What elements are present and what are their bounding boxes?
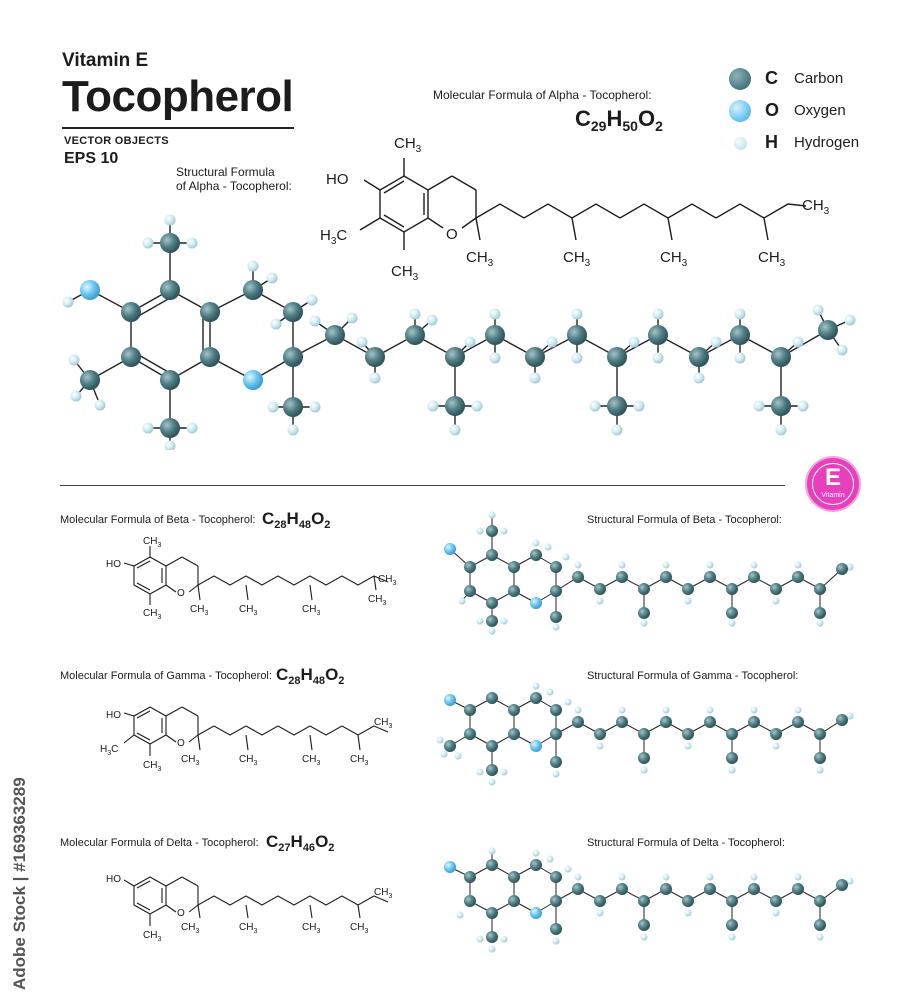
alpha-molecular-label: Molecular Formula of Alpha - Tocopherol:	[433, 88, 652, 102]
formula-h: H	[290, 832, 303, 851]
formula-o-count: 2	[338, 675, 345, 687]
ch3-label: $CH_3$	[302, 604, 321, 617]
gamma-molecular-label: Molecular Formula of Gamma - Tocopherol:	[60, 670, 272, 682]
formula-c-count: 27	[278, 842, 291, 854]
ch3-label: $CH_3$	[374, 717, 393, 730]
h3c-label: $H_3C$	[320, 227, 348, 247]
ho-label: HO	[106, 559, 121, 570]
formula-o-count: 2	[655, 118, 663, 134]
legend-name: Carbon	[794, 70, 844, 87]
ch3-label: $CH_3$	[302, 754, 321, 767]
formula-o: O	[325, 665, 339, 684]
ch3-label: $CH_3$	[143, 608, 162, 621]
vector-objects-label: VECTOR OBJECTS	[64, 135, 169, 147]
alpha-structural-label-line1: Structural Formula	[176, 165, 275, 179]
formula-o: O	[311, 509, 325, 528]
ch3-label: $CH_3$	[660, 249, 688, 269]
formula-c-count: 28	[288, 675, 301, 687]
beta-molecular-label: Molecular Formula of Beta - Tocopherol:	[60, 514, 256, 526]
ch3-label: $CH_3$	[239, 754, 258, 767]
ring-oxygen-label: O	[446, 226, 458, 243]
formula-h-count: 48	[312, 675, 326, 687]
formula-c: C	[266, 832, 279, 851]
formula-c-count: 29	[590, 118, 607, 134]
formula-c-count: 28	[274, 519, 287, 531]
ch3-label: $CH_3$	[391, 263, 419, 283]
ch3-label: $CH_3$	[802, 197, 830, 217]
delta-structural-label: Structural Formula of Delta - Tocopherol:	[587, 837, 785, 849]
formula-h-count: 46	[302, 842, 316, 854]
legend-name: Oxygen	[794, 102, 846, 119]
vitamin-e-badge	[807, 458, 859, 510]
ch3-label: $CH_3$	[466, 249, 494, 269]
ch3-label: $CH_3$	[143, 760, 162, 773]
ch3-label: $CH_3$	[378, 574, 397, 587]
formula-h-count: 48	[298, 519, 312, 531]
ch3-label: $CH_3$	[394, 135, 422, 155]
ho-label: HO	[106, 710, 121, 721]
alpha-ball-stick-model	[0, 200, 917, 450]
ho-label: HO	[326, 171, 349, 188]
gamma-skeletal-formula	[0, 690, 420, 790]
formula-c: C	[276, 665, 289, 684]
ho-label: HO	[106, 874, 121, 885]
formula-o: O	[315, 832, 329, 851]
formula-o-count: 2	[324, 519, 331, 531]
section-divider	[60, 485, 785, 486]
delta-formula	[266, 832, 334, 854]
page-title: Tocopherol	[62, 72, 294, 121]
ch3-label: $CH_3$	[302, 922, 321, 935]
formula-h: H	[606, 106, 623, 131]
ch3-label: $CH_3$	[350, 754, 369, 767]
formula-c: C	[262, 509, 275, 528]
formula-o-count: 2	[328, 842, 335, 854]
h3c-label: $H_3C$	[100, 744, 119, 757]
stock-watermark: Adobe Stock | #169363289	[10, 777, 29, 990]
ch3-label: $CH_3$	[374, 887, 393, 900]
gamma-formula	[276, 665, 344, 687]
gamma-structural-label: Structural Formula of Gamma - Tocopherol:	[587, 670, 799, 682]
beta-structural-label: Structural Formula of Beta - Tocopherol:	[587, 514, 782, 526]
beta-ball-stick-model	[430, 505, 870, 635]
eps-label: EPS 10	[64, 150, 119, 167]
ch3-label: $CH_3$	[350, 922, 369, 935]
formula-c: C	[575, 106, 591, 131]
legend-symbol: C	[765, 68, 778, 88]
ring-oxygen-label: O	[177, 738, 185, 749]
ch3-label: $CH_3$	[758, 249, 786, 269]
ch3-label: $CH_3$	[563, 249, 591, 269]
badge-word: Vitamin	[821, 492, 845, 499]
formula-h-count: 50	[622, 118, 638, 134]
formula-h: H	[300, 665, 313, 684]
ch3-label: $CH_3$	[190, 604, 209, 617]
beta-formula	[262, 509, 330, 531]
beta-skeletal-formula	[0, 530, 420, 630]
legend-name: Hydrogen	[794, 134, 860, 151]
alpha-structural-label-line2: of Alpha - Tocopherol:	[176, 179, 292, 193]
ch3-label: $CH_3$	[143, 930, 162, 943]
delta-molecular-label: Molecular Formula of Delta - Tocopherol:	[60, 837, 259, 849]
delta-skeletal-formula	[0, 860, 420, 960]
formula-o: O	[637, 106, 656, 131]
gamma-ball-stick-model	[430, 678, 870, 808]
ch3-label: $CH_3$	[239, 604, 258, 617]
ch3-label: $CH_3$	[143, 536, 162, 549]
delta-ball-stick-model	[430, 845, 870, 975]
ring-oxygen-label: O	[177, 908, 185, 919]
ch3-label: $CH_3$	[368, 594, 387, 607]
ch3-label: $CH_3$	[181, 754, 200, 767]
ch3-label: $CH_3$	[239, 922, 258, 935]
legend-symbol: O	[765, 100, 780, 120]
subtitle: Vitamin E	[62, 50, 149, 71]
ring-oxygen-label: O	[177, 588, 185, 599]
badge-letter: E	[824, 464, 841, 491]
formula-h: H	[286, 509, 299, 528]
ch3-label: $CH_3$	[181, 922, 200, 935]
legend-symbol: H	[765, 132, 778, 152]
